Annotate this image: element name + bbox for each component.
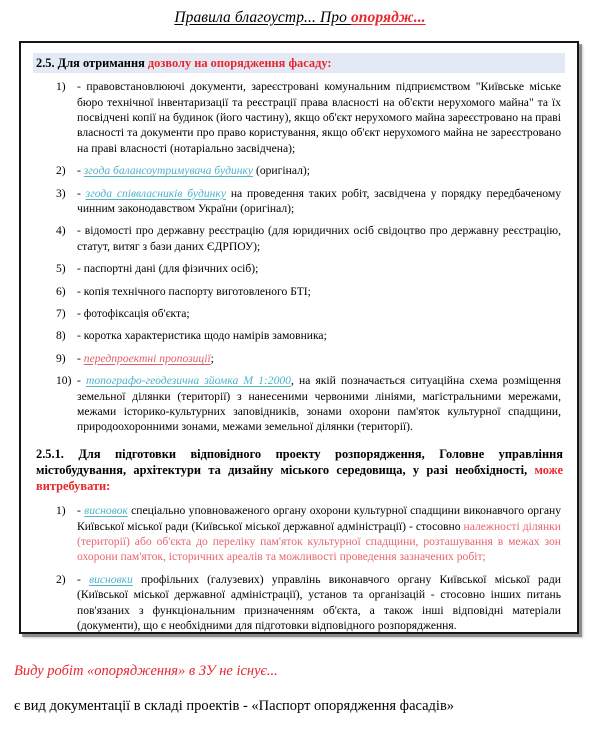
list-item-lead: - <box>77 504 85 518</box>
list-item-number: 8) <box>56 329 66 343</box>
inline-link-red[interactable]: передпроектні пропозиції <box>83 351 211 365</box>
list-item <box>33 351 565 366</box>
list-item-tail: спеціально уповноваженого органу охорони культурної спадщини виконавчого органу Київської міської ради (Київської міської державної адміністрації) - стосовно <box>77 504 561 533</box>
list-item-text: - фотофіксація об'єкта; <box>77 307 190 320</box>
list-item <box>33 373 565 435</box>
list-item <box>33 328 565 343</box>
list-item <box>33 503 565 565</box>
list-item-tail: ; <box>210 351 214 365</box>
list-item-text: - правовстановлюючі документи, зареєстровані комунальним підприємством "Київське міське бюро технічної інвентаризації та реєстрації права власності на об'єкти нерухомого майна" та їх посвідчені копії на будинок (його частину), якщо об'єкт нерухомого майна зареєстровано на праві власності та документи про право користування, якщо об'єкт нерухомого майна не зареєстровано на праві власності (нотаріально засвідчена); <box>77 80 561 155</box>
list-item-number: 2) <box>56 164 66 178</box>
list-item-number: 6) <box>56 284 66 298</box>
list-item-text: - копія технічного паспорту виготовленого БТІ; <box>77 284 311 298</box>
list-item-text: - коротка характеристика щодо намірів замовника; <box>77 329 327 343</box>
list-item-number: 2) <box>56 572 66 586</box>
list-item-tail: профільних (галузевих) управлінь виконавчого органу Київської міської ради (Київської міської державної адміністрації), установ та організацій - стосовно інших питань пов'язаних з функціональним призначенням об'єкта, а також інші відповідні матеріали (документи), що є необхідними для підготовки відповідного розпорядження. <box>77 572 562 633</box>
list-item-tail: на проведення таких робіт, засвідчена у порядку передбаченому чинним законодавством України (оригінал); <box>77 186 561 215</box>
list-item <box>33 223 565 254</box>
list-item-text <box>77 163 565 178</box>
content-frame <box>19 41 579 634</box>
list-item <box>33 284 565 299</box>
list-item-text <box>77 572 565 634</box>
document-title-prefix: Правила благоустр... Про <box>174 9 351 26</box>
list-item-number: 10) <box>56 374 72 388</box>
list-item-number: 3) <box>56 186 66 200</box>
section-2-5-list <box>33 79 565 435</box>
list-item-number: 1) <box>56 80 66 94</box>
inline-link-teal[interactable]: висновки <box>89 572 133 586</box>
footer-note-red: Виду робіт «опорядження» в ЗУ не існує... <box>14 663 278 679</box>
section-heading-2-5-1 <box>33 444 565 496</box>
list-item-text <box>77 373 565 435</box>
list-item-number: 1) <box>56 504 66 518</box>
section-heading-2-5 <box>33 53 565 73</box>
list-item-text: - відомості про державну реєстрацію (для юридичних осіб свідоцтво про державну реєстрацію, статут, витяг з бази даних ЄДРПОУ); <box>77 224 561 253</box>
list-item-tail-red: належності ділянки (території) або об'єкта до переліку пам'яток культурної спадщини, розташування в межах зон охорони пам'яток, історичних ареалів та можливості проведення зазначених робіт; <box>77 519 561 564</box>
list-item <box>33 163 565 178</box>
section-heading-2-5-red: дозволу на опорядження фасаду: <box>147 56 332 70</box>
list-item-text <box>77 503 565 565</box>
list-item <box>33 261 565 276</box>
section-heading-2-5-plain: 2.5. Для отримання <box>36 56 148 70</box>
list-item <box>33 186 565 217</box>
section-heading-2-5-1-plain: 2.5.1. Для підготовки відповідного проекту розпорядження, Головне управління містобудування, архітектури та дизайну міського середовища, у разі необхідності, <box>36 446 563 477</box>
inline-link-teal[interactable]: згода балансоутримувача будинку <box>83 164 254 178</box>
list-item <box>33 572 565 634</box>
list-item-tail: , на якій позначається ситуаційна схема розміщення земельної ділянки (території) з нанесеними червоними лініями, магістральними мережами, межами історико-культурних заповідників, зонами охорони пам'яток культурної спадщини, природоохоронними зонами, межами земельної ділянки (території). <box>77 374 561 434</box>
list-item-text <box>77 186 565 217</box>
list-item <box>33 306 565 321</box>
list-item-lead: - <box>77 572 90 586</box>
inline-link-teal[interactable]: згода співвласників будинку <box>85 186 227 200</box>
document-title-highlight: опорядж... <box>350 9 426 26</box>
inline-link-teal[interactable]: топографо-геодезична зйомка М 1:2000 <box>85 374 291 388</box>
list-item-text: - паспортні дані (для фізичних осіб); <box>77 262 259 276</box>
list-item-number: 7) <box>56 307 66 320</box>
list-item-lead: - <box>77 374 86 388</box>
list-item-number: 5) <box>56 262 66 276</box>
list-item-lead: - <box>77 351 84 365</box>
section-heading-2-5-1-red: може витребувати: <box>36 462 563 494</box>
list-item-lead: - <box>77 186 86 200</box>
list-item-tail: (оригінал); <box>253 164 310 178</box>
list-item <box>33 79 565 156</box>
list-item-lead: - <box>77 164 84 178</box>
list-item-text <box>77 351 565 366</box>
footer-note-plain: є вид документації в складі проектів - «Паспорт опорядження фасадів» <box>14 698 455 714</box>
section-2-5-1-list <box>33 503 565 633</box>
list-item-number: 9) <box>56 351 66 365</box>
document-title <box>0 0 600 26</box>
list-item-number: 4) <box>56 224 66 238</box>
inline-link-teal[interactable]: висновок <box>84 504 128 518</box>
